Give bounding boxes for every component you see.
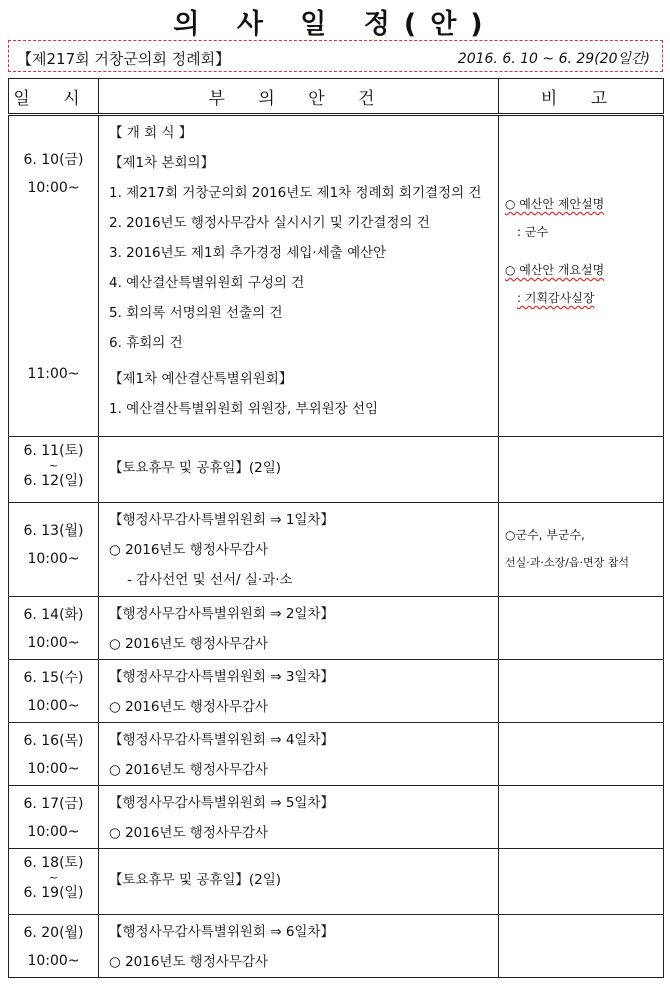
agenda-line: ○ 2016년도 행정사무감사 <box>109 699 269 715</box>
date-cell <box>9 503 99 597</box>
agenda-line: ○ 2016년도 행정사무감사 <box>109 825 269 841</box>
agenda-cell <box>99 660 499 723</box>
time-text: 10:00~ <box>27 635 80 651</box>
table-row <box>9 786 664 849</box>
time-text: 10:00~ <box>27 761 80 777</box>
agenda-line: 1. 예산결산특별위원회 위원장, 부위원장 선임 <box>109 401 379 417</box>
agenda-cell <box>99 115 499 437</box>
date-text: 6. 20(월) <box>23 925 84 941</box>
agenda-cell <box>99 786 499 849</box>
date-text: 6. 12(일) <box>23 473 84 489</box>
header-row <box>9 79 664 115</box>
header-date: 일 시 <box>9 79 99 115</box>
date-text: 6. 13(월) <box>23 523 84 539</box>
time-text: 10:00~ <box>27 698 80 714</box>
agenda-line: 【행정사무감사특별위원회 ⇒ 4일차】 <box>109 732 335 748</box>
session-name: 【제217회 거창군의회 정례회】 <box>17 50 231 68</box>
note-cell <box>499 660 664 723</box>
time-text: 10:00~ <box>27 180 80 196</box>
table-row <box>9 437 664 503</box>
date-cell <box>9 786 99 849</box>
note-cell <box>499 723 664 786</box>
agenda-line: 【행정사무감사특별위원회 ⇒ 6일차】 <box>109 924 335 940</box>
agenda-line: 3. 2016년도 제1회 추가경정 세입‧세출 예산안 <box>109 245 387 261</box>
table-row <box>9 660 664 723</box>
agenda-line: 4. 예산결산특별위원회 구성의 건 <box>109 275 305 291</box>
agenda-cell <box>99 437 499 503</box>
note-line: ○ 예산안 개요설명 <box>505 263 605 277</box>
agenda-line: 2. 2016년도 행정사무감사 실시시기 및 기간결정의 건 <box>109 215 430 231</box>
agenda-line: 【행정사무감사특별위원회 ⇒ 5일차】 <box>109 795 335 811</box>
agenda-line: 【제1차 예산결산특별위원회】 <box>109 371 293 387</box>
date-text: 6. 11(토) <box>23 443 84 459</box>
date-cell <box>9 849 99 915</box>
date-cell <box>9 437 99 503</box>
agenda-line: ○ 2016년도 행정사무감사 <box>109 636 269 652</box>
note-cell <box>499 915 664 978</box>
table-row <box>9 597 664 660</box>
agenda-cell <box>99 723 499 786</box>
session-period: 2016. 6. 10 ~ 6. 29(20일간) <box>457 51 650 67</box>
header-agenda: 부 의 안 건 <box>99 79 499 115</box>
date-text: 6. 15(수) <box>23 670 84 686</box>
table-row <box>9 503 664 597</box>
note-cell <box>499 437 664 503</box>
session-bar <box>8 40 663 72</box>
agenda-line: 【행정사무감사특별위원회 ⇒ 2일차】 <box>109 606 335 622</box>
note-line: 선실‧과‧소장/읍‧면장 참석 <box>505 556 629 569</box>
note-line: : 군수 <box>517 225 549 239</box>
agenda-cell <box>99 503 499 597</box>
agenda-cell <box>99 849 499 915</box>
agenda-cell <box>99 915 499 978</box>
agenda-cell <box>99 597 499 660</box>
header-note: 비 고 <box>499 79 664 115</box>
table-row <box>9 723 664 786</box>
table-row <box>9 849 664 915</box>
agenda-line: 【토요휴무 및 공휴일】(2일) <box>109 872 282 888</box>
note-cell <box>499 849 664 915</box>
agenda-line: 【행정사무감사특별위원회 ⇒ 1일차】 <box>109 512 335 528</box>
time-text: 10:00~ <box>27 953 80 969</box>
agenda-line: 【토요휴무 및 공휴일】(2일) <box>109 460 282 476</box>
agenda-line: ○ 2016년도 행정사무감사 <box>109 542 269 558</box>
agenda-line: - 감사선언 및 선서/ 실‧과‧소 <box>127 572 293 588</box>
tilde-text: ~ <box>48 871 59 884</box>
date-text: 6. 16(목) <box>23 733 84 749</box>
agenda-line: 1. 제217회 거창군의회 2016년도 제1차 정례회 회기결정의 건 <box>109 185 482 201</box>
date-cell <box>9 660 99 723</box>
note-cell <box>499 503 664 597</box>
date-text: 6. 10(금) <box>23 152 84 168</box>
date-cell <box>9 597 99 660</box>
agenda-line: ○ 2016년도 행정사무감사 <box>109 954 269 970</box>
agenda-line: 5. 회의록 서명의원 선출의 건 <box>109 305 283 321</box>
note-cell <box>499 597 664 660</box>
table-row <box>9 915 664 978</box>
date-cell <box>9 723 99 786</box>
tilde-text: ~ <box>48 459 59 472</box>
agenda-line: 【 개 회 식 】 <box>109 125 193 141</box>
date-cell <box>9 115 99 437</box>
schedule-table <box>8 78 664 978</box>
document-title: 의 사 일 정(안) <box>173 9 497 40</box>
date-text: 6. 19(일) <box>23 885 84 901</box>
date-text: 6. 14(화) <box>23 607 84 623</box>
agenda-line: 【행정사무감사특별위원회 ⇒ 3일차】 <box>109 669 335 685</box>
time-text: 10:00~ <box>27 824 80 840</box>
table-row <box>9 115 664 437</box>
time-text: 11:00~ <box>27 366 80 382</box>
date-cell <box>9 915 99 978</box>
note-cell <box>499 786 664 849</box>
note-line: ○군수, 부군수, <box>505 528 585 542</box>
note-line: ○ 예산안 제안설명 <box>505 197 605 211</box>
date-text: 6. 18(토) <box>23 855 84 871</box>
agenda-line: 6. 휴회의 건 <box>109 335 183 351</box>
time-text: 10:00~ <box>27 551 80 567</box>
agenda-line: 【제1차 본회의】 <box>109 155 215 171</box>
date-text: 6. 17(금) <box>23 796 84 812</box>
note-cell <box>499 115 664 437</box>
note-line: : 기획감사실장 <box>517 291 595 305</box>
agenda-line: ○ 2016년도 행정사무감사 <box>109 762 269 778</box>
